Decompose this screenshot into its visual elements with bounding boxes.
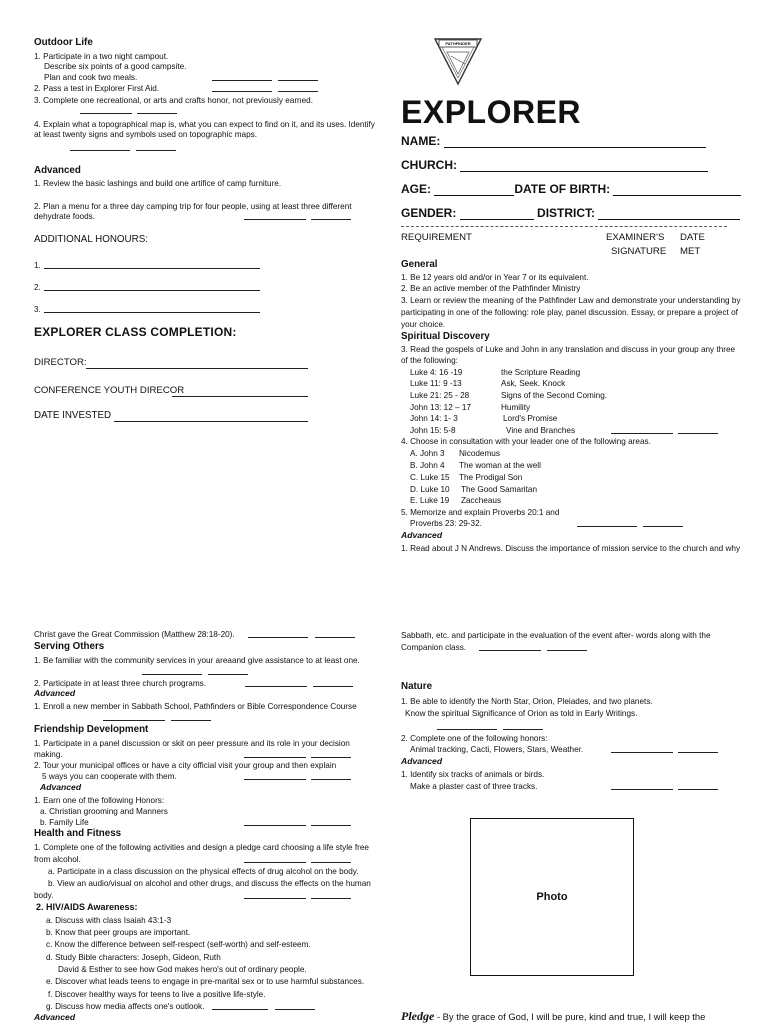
honour-number: 3. [34,305,41,314]
signature-blank[interactable] [244,862,306,863]
date-blank[interactable] [208,674,248,675]
text-line: 2. Tour your municipal offices or have a city official visit your group and then explain [34,761,337,770]
gender-input[interactable] [460,208,534,220]
signature-blank[interactable] [244,757,306,758]
gospel-ref: Luke 11: 9 -13 [410,379,462,388]
signature-blank[interactable] [577,526,637,527]
signature-blank[interactable] [244,825,306,826]
text-line: d. Study Bible characters: Joseph, Gideon, Ruth [46,953,221,962]
signature-blank[interactable] [212,1009,268,1010]
signature-blank[interactable] [70,150,130,151]
text-line: David & Esther to see how God makes hero's out of ordinary people. [58,965,307,974]
signature-blank[interactable] [611,789,673,790]
area-topic: The woman at the well [459,461,541,470]
signature-header: SIGNATURE [611,246,667,257]
text-line: Animal tracking, Cacti, Flowers, Stars, Weather. [410,745,584,754]
date-blank[interactable] [171,720,211,721]
conference-blank[interactable] [172,396,308,397]
text-line: Make a plaster cast of three tracks. [410,782,538,791]
date-blank[interactable] [315,637,355,638]
signature-blank[interactable] [80,113,132,114]
date-blank[interactable] [643,526,683,527]
date-blank[interactable] [278,80,318,81]
text-line: 4. Choose in consultation with your leader one of the following areas. [401,437,651,446]
text-line: 1. Enroll a new member in Sabbath School, Pathfinders or Bible Correspondence Course [34,702,357,711]
text-line: your choice. [401,320,446,329]
text-line: Companion class. [401,643,467,652]
text-line: 1. Identify six tracks of animals or birds. [401,770,545,779]
signature-blank[interactable] [244,898,306,899]
signature-blank[interactable] [244,219,306,220]
text-line: making. [34,750,63,759]
advanced-title: Advanced [34,165,81,176]
date-blank[interactable] [311,219,351,220]
gender-field [401,206,740,220]
signature-blank[interactable] [479,650,541,651]
age-label: AGE: [401,182,431,196]
text-line: a. Participate in a class discussion on the physical effects of drug alcohol on the body. [48,867,359,876]
date-header: DATE [680,232,705,243]
additional-honours-title: ADDITIONAL HONOURS: [34,234,148,245]
nature-title: Nature [401,681,433,692]
text-line: of the following: [401,356,458,365]
examiners-header: EXAMINER'S [606,232,665,243]
text-line: 4. Explain what a topographical map is, what you can expect to find on it, and its uses. Identify [34,120,375,129]
area-ref: B. John 4 [410,461,445,470]
date-blank[interactable] [503,729,543,730]
director-label: DIRECTOR: [34,357,87,368]
date-blank[interactable] [311,825,351,826]
text-line: 2. Complete one of the following honors: [401,734,548,743]
date-blank[interactable] [311,779,351,780]
gospel-topic: the Scripture Reading [501,368,581,377]
date-blank[interactable] [311,862,351,863]
date-blank[interactable] [278,91,318,92]
text-line: 1. Review the basic lashings and build one artifice of camp furniture. [34,179,282,188]
text-line: 2. Participate in at least three church programs. [34,679,207,688]
area-topic: The Prodigal Son [459,473,523,482]
date-blank[interactable] [678,752,718,753]
date-blank[interactable] [311,898,351,899]
text-line: Plan and cook two meals. [44,73,138,82]
signature-blank[interactable] [212,80,272,81]
church-field [401,158,708,172]
gospel-topic: Ask, Seek. Knock [501,379,566,388]
honour-blank[interactable] [44,312,260,313]
page-title: EXPLORER [401,94,582,130]
outdoor-life-title: Outdoor Life [34,37,93,48]
text-line: 3. Read the gospels of Luke and John in any translation and discuss in your group any three [401,345,736,354]
area-topic: Zaccheaus [461,496,502,505]
pathfinder-logo [433,36,483,86]
church-label: CHURCH: [401,158,457,172]
date-invested-label: DATE INVESTED [34,410,112,421]
honour-number: 2. [34,283,41,292]
advanced-title: Advanced [401,756,443,766]
logo-text: PATHFINDER [445,41,471,46]
date-blank[interactable] [136,150,176,151]
signature-blank[interactable] [611,752,673,753]
signature-blank[interactable] [244,779,306,780]
text-line: 1. Be familiar with the community services in your areaand give assistance to at least one. [34,656,360,665]
text-line: 5. Memorize and explain Proverbs 20:1 and [401,508,560,517]
text-line: b. View an audio/visual on alcohol and other drugs, and discuss the effects on the human [48,879,371,888]
photo-box[interactable] [470,818,634,976]
name-field [401,134,706,148]
met-header: MET [680,246,701,257]
signature-blank[interactable] [437,729,497,730]
gospel-ref: John 13: 12 – 17 [410,403,472,412]
honour-blank[interactable] [44,290,260,291]
gospel-ref: Luke 21: 25 - 28 [410,391,470,400]
date-blank[interactable] [313,686,353,687]
text-line: at least twenty signs and symbols used on topographic maps. [34,130,258,139]
text-line: 1. Be able to identify the North Star, Orion, Pleiades, and two planets. [401,697,653,706]
general-title: General [401,259,438,270]
text-line: 2. Be an active member of the Pathfinder Ministry [401,284,581,293]
pledge-line [401,1010,705,1023]
gospel-topic: Vine and Branches [506,426,576,435]
area-ref: A. John 3 [410,449,445,458]
text-line: a. Discuss with class Isaiah 43:1-3 [46,916,172,925]
text-line: a. Christian grooming and Manners [40,807,168,816]
date-blank[interactable] [678,789,718,790]
text-line: 2. Plan a menu for a three day camping trip for four people, using at least three different [34,202,352,211]
honour-blank[interactable] [44,268,260,269]
text-line: Christ gave the Great Commission (Matthew 28:18-20). [34,630,235,639]
divider [401,226,727,227]
text-line: c. Know the difference between self-respect (self-worth) and self-esteem. [46,940,311,949]
name-input[interactable] [444,136,706,148]
text-line: 1. Earn one of the following Honors: [34,796,165,805]
area-ref: D. Luke 10 [410,485,450,494]
text-line: 1. Participate in a panel discussion or skit on peer pressure and its role in your decision [34,739,350,748]
pledge-label: Pledge [401,1009,435,1023]
date-blank[interactable] [275,1009,315,1010]
text-line: 1. Complete one of the following activities and design a pledge card choosing a life style free [34,843,369,852]
date-invested-blank[interactable] [114,421,308,422]
text-line: Sabbath, etc. and participate in the evaluation of the event after- words along with the [401,631,711,640]
district-label: DISTRICT: [537,206,596,220]
district-input[interactable] [598,208,740,220]
spiritual-title: Spiritual Discovery [401,331,490,342]
friendship-title: Friendship Development [34,724,149,735]
director-blank[interactable] [86,368,308,369]
signature-blank[interactable] [142,674,202,675]
text-line: Describe six points of a good campsite. [44,62,187,71]
conference-label: CONFERENCE YOUTH DIRECOR [34,385,185,396]
text-line: 3. Complete one recreational, or arts and crafts honor, not previously earned. [34,96,313,105]
pledge-text: - By the grace of God, I will be pure, kind and true, I will keep the [436,1011,706,1022]
text-line: body. [34,891,54,900]
area-ref: E. Luke 19 [410,496,450,505]
text-line: b. Family Life [40,818,89,827]
text-line: dehydrate foods. [34,212,95,221]
dob-input[interactable] [613,184,741,196]
signature-blank[interactable] [103,720,165,721]
age-field [401,182,741,196]
date-blank[interactable] [311,757,351,758]
gospel-topic: Signs of the Second Coming. [501,391,608,400]
gender-label: GENDER: [401,206,457,220]
area-topic: The Good Samaritan [461,485,538,494]
gospel-ref: Luke 4: 16 -19 [410,368,463,377]
text-line: g. Discuss how media affects one's outlook. [46,1002,205,1011]
date-blank[interactable] [547,650,587,651]
text-line: participating in one of the following: role play, panel discussion. Essay, or prepare a project of [401,308,738,317]
area-ref: C. Luke 15 [410,473,450,482]
honour-number: 1. [34,261,41,270]
text-line: e. Discover what leads teens to engage in pre-marital sex or to use harmful substances. [46,977,365,986]
text-line: Know the spiritual Significance of Orion as told in Early Writings. [405,709,638,718]
text-line: 2. Pass a test in Explorer First Aid. [34,84,160,93]
advanced-title: Advanced [401,530,443,540]
text-line: 3. Learn or review the meaning of the Pathfinder Law and demonstrate your understanding by [401,296,741,305]
health-title: Health and Fitness [34,828,122,839]
advanced-title: Advanced [40,782,82,792]
text-line: 1. Participate in a two night campout. [34,52,169,61]
text-line: 5 ways you can cooperate with them. [42,772,177,781]
signature-blank[interactable] [611,433,673,434]
church-input[interactable] [460,160,708,172]
hiv-title: 2. HIV/AIDS Awareness: [36,902,138,912]
area-topic: Nicodemus [459,449,500,458]
gospel-ref: John 15: 5-8 [410,426,456,435]
signature-blank[interactable] [212,91,272,92]
text-line: 1. Be 12 years old and/or in Year 7 or its equivalent. [401,273,589,282]
date-blank[interactable] [678,433,718,434]
text-line: from alcohol. [34,855,81,864]
photo-label: Photo [536,891,568,903]
gospel-topic: Humility [501,403,531,412]
text-line: Proverbs 23: 29-32. [410,519,482,528]
gospel-ref: John 14: 1- 3 [410,414,458,423]
completion-title: EXPLORER CLASS COMPLETION: [34,325,237,339]
text-line: 1. Read about J N Andrews. Discuss the importance of mission service to the church and why [401,544,741,553]
gospel-topic: Lord's Promise [503,414,558,423]
date-blank[interactable] [137,113,177,114]
text-line: b. Know that peer groups are important. [46,928,191,937]
serving-title: Serving Others [34,641,105,652]
advanced-title: Advanced [34,688,76,698]
text-line: f. Discover healthy ways for teens to live a positive life-style. [48,990,266,999]
signature-blank[interactable] [248,637,308,638]
age-input[interactable] [434,184,514,196]
name-label: NAME: [401,134,441,148]
requirement-header: REQUIREMENT [401,232,472,243]
advanced-title: Advanced [34,1012,76,1022]
signature-blank[interactable] [245,686,307,687]
dob-label: DATE OF BIRTH: [514,182,611,196]
